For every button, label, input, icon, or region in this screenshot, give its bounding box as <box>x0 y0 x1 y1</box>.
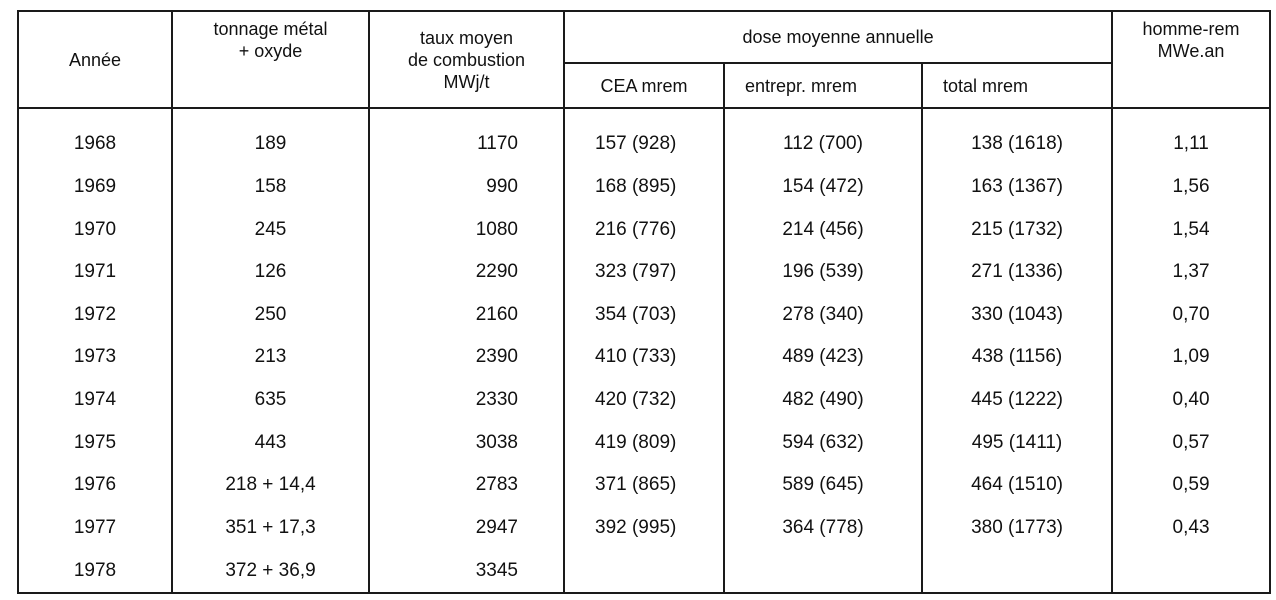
header-homme-line2: MWe.an <box>1157 41 1225 61</box>
cell-taux: 2330 <box>369 379 564 422</box>
cell-total: 215 (1732) <box>922 208 1112 251</box>
cell-entrepr: 214 (456) <box>724 208 922 251</box>
cell-tonnage: 245 <box>172 208 369 251</box>
cell-annee: 1973 <box>18 336 172 379</box>
cell-homme: 1,56 <box>1112 166 1270 209</box>
cell-cea: 168 (895) <box>564 166 724 209</box>
cell-taux: 3038 <box>369 421 564 464</box>
header-total: total mrem <box>922 63 1112 108</box>
cell-total: 330 (1043) <box>922 294 1112 337</box>
cell-tonnage: 351 + 17,3 <box>172 507 369 550</box>
table-row <box>18 464 1270 507</box>
cell-taux: 2160 <box>369 294 564 337</box>
cell-entrepr: 489 (423) <box>724 336 922 379</box>
cell-entrepr <box>724 549 922 593</box>
cell-annee: 1977 <box>18 507 172 550</box>
header-taux-line2: de combustion <box>407 49 526 70</box>
header-tonnage-line2: + oxyde <box>238 41 303 61</box>
cell-taux: 990 <box>369 166 564 209</box>
cell-cea: 420 (732) <box>564 379 724 422</box>
cell-total: 445 (1222) <box>922 379 1112 422</box>
cell-entrepr: 278 (340) <box>724 294 922 337</box>
table-row <box>18 166 1270 209</box>
table-row <box>18 251 1270 294</box>
cell-entrepr: 364 (778) <box>724 507 922 550</box>
cell-homme <box>1112 549 1270 593</box>
cell-cea: 354 (703) <box>564 294 724 337</box>
header-taux-line3: MWj/t <box>443 71 490 92</box>
cell-tonnage: 218 + 14,4 <box>172 464 369 507</box>
header-entrepr: entrepr. mrem <box>724 63 922 108</box>
table-row <box>18 108 1270 166</box>
cell-taux: 2783 <box>369 464 564 507</box>
cell-annee: 1969 <box>18 166 172 209</box>
cell-entrepr: 112 (700) <box>724 108 922 166</box>
cell-taux: 1080 <box>369 208 564 251</box>
cell-annee: 1971 <box>18 251 172 294</box>
cell-homme: 1,09 <box>1112 336 1270 379</box>
table-row <box>18 421 1270 464</box>
cell-entrepr: 196 (539) <box>724 251 922 294</box>
table-row <box>18 549 1270 593</box>
cell-taux: 2947 <box>369 507 564 550</box>
table-row <box>18 336 1270 379</box>
cell-homme: 0,40 <box>1112 379 1270 422</box>
cell-homme: 0,57 <box>1112 421 1270 464</box>
cell-annee: 1972 <box>18 294 172 337</box>
cell-cea: 216 (776) <box>564 208 724 251</box>
header-dose: dose moyenne annuelle <box>564 11 1112 63</box>
cell-homme: 1,54 <box>1112 208 1270 251</box>
cell-annee: 1968 <box>18 108 172 166</box>
cell-total: 138 (1618) <box>922 108 1112 166</box>
cell-entrepr: 594 (632) <box>724 421 922 464</box>
cell-total: 438 (1156) <box>922 336 1112 379</box>
cell-homme: 1,11 <box>1112 108 1270 166</box>
cell-cea: 410 (733) <box>564 336 724 379</box>
cell-entrepr: 482 (490) <box>724 379 922 422</box>
cell-homme: 0,70 <box>1112 294 1270 337</box>
cell-annee: 1978 <box>18 549 172 593</box>
cell-cea: 157 (928) <box>564 108 724 166</box>
dose-table-container <box>17 10 1269 594</box>
header-tonnage-line1: tonnage métal <box>213 19 328 39</box>
cell-cea: 371 (865) <box>564 464 724 507</box>
cell-tonnage: 158 <box>172 166 369 209</box>
cell-total: 495 (1411) <box>922 421 1112 464</box>
cell-cea <box>564 549 724 593</box>
cell-tonnage: 443 <box>172 421 369 464</box>
cell-tonnage: 126 <box>172 251 369 294</box>
table-row <box>18 507 1270 550</box>
header-taux-line1: taux moyen <box>419 27 514 48</box>
cell-entrepr: 589 (645) <box>724 464 922 507</box>
header-cea: CEA mrem <box>564 63 724 108</box>
cell-total <box>922 549 1112 593</box>
cell-annee: 1974 <box>18 379 172 422</box>
dose-table <box>17 10 1271 594</box>
header-homme-rem <box>1112 11 1270 108</box>
header-annee: Année <box>18 11 172 108</box>
cell-cea: 392 (995) <box>564 507 724 550</box>
cell-cea: 323 (797) <box>564 251 724 294</box>
table-row <box>18 294 1270 337</box>
cell-taux: 1170 <box>369 108 564 166</box>
cell-total: 271 (1336) <box>922 251 1112 294</box>
table-header <box>18 11 1270 108</box>
cell-annee: 1976 <box>18 464 172 507</box>
header-taux <box>369 11 564 108</box>
table-row <box>18 208 1270 251</box>
cell-cea: 419 (809) <box>564 421 724 464</box>
cell-tonnage: 250 <box>172 294 369 337</box>
cell-total: 163 (1367) <box>922 166 1112 209</box>
header-homme-line1: homme-rem <box>1142 19 1240 39</box>
cell-taux: 2390 <box>369 336 564 379</box>
cell-tonnage: 189 <box>172 108 369 166</box>
cell-total: 464 (1510) <box>922 464 1112 507</box>
header-tonnage <box>172 11 369 108</box>
cell-taux: 3345 <box>369 549 564 593</box>
cell-homme: 1,37 <box>1112 251 1270 294</box>
table-row <box>18 379 1270 422</box>
cell-entrepr: 154 (472) <box>724 166 922 209</box>
cell-annee: 1970 <box>18 208 172 251</box>
cell-homme: 0,59 <box>1112 464 1270 507</box>
cell-tonnage: 635 <box>172 379 369 422</box>
table-body <box>18 108 1270 593</box>
cell-tonnage: 372 + 36,9 <box>172 549 369 593</box>
cell-taux: 2290 <box>369 251 564 294</box>
cell-total: 380 (1773) <box>922 507 1112 550</box>
cell-annee: 1975 <box>18 421 172 464</box>
cell-tonnage: 213 <box>172 336 369 379</box>
cell-homme: 0,43 <box>1112 507 1270 550</box>
